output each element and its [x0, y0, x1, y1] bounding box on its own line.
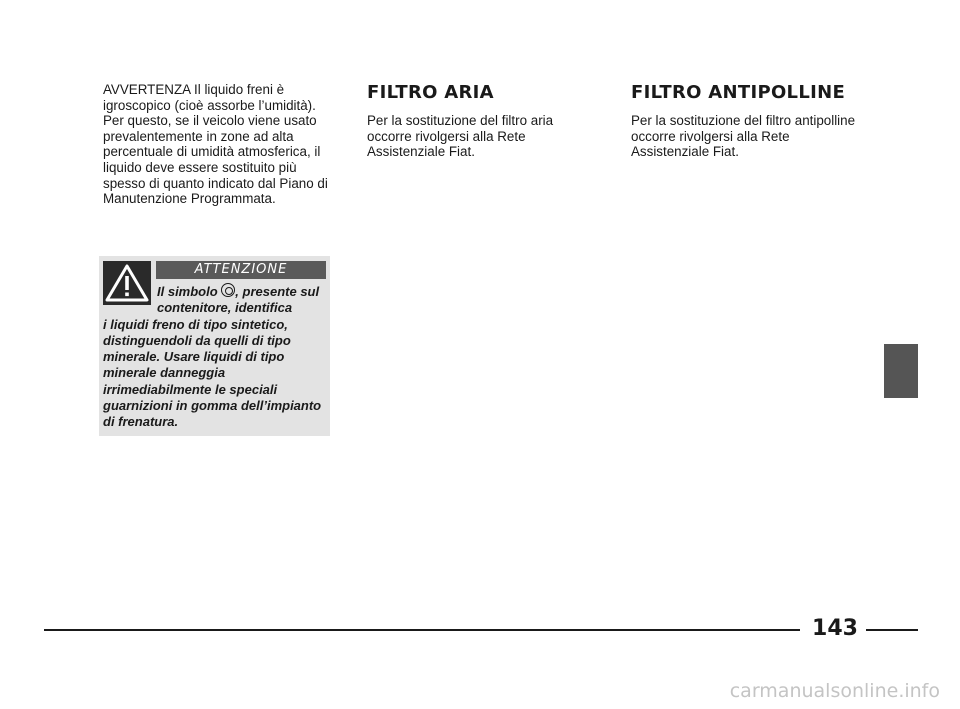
attention-label: ATTENZIONE	[156, 261, 326, 279]
watermark: carmanualsonline.info	[729, 680, 940, 702]
attention-text-after-symbol: , presente sul contenitore, identifica	[157, 284, 320, 316]
footer-rule-right	[866, 629, 918, 631]
pollen-filter-title: FILTRO ANTIPOLLINE	[631, 82, 846, 103]
pollen-filter-section	[631, 82, 861, 160]
brake-fluid-paragraph: AVVERTENZA Il liquido freni è igroscopico (cioè assorbe l’umidità). Per questo, se il veicolo viene usato prevalentemente in zone ad alta percentuale di umidità atmosferica, il liquido deve essere sostituito più spesso di quanto indicato dal Piano di Manutenzione Programmata.	[103, 82, 328, 207]
attention-box	[99, 256, 330, 436]
attention-text-first-lines	[103, 283, 328, 317]
section-thumb-tab	[884, 344, 918, 398]
brake-fluid-warning-note	[103, 82, 335, 207]
attention-text-rest: i liquidi freno di tipo sintetico, distinguendoli da quelli di tipo minerale. Usare liquidi di tipo minerale danneggia irrimediabilmente le speciali guarnizioni in gomma dell’impianto di frenatura.	[103, 316, 322, 430]
page-number: 143	[812, 616, 858, 641]
footer-rule-left	[44, 629, 800, 631]
attention-text	[103, 283, 328, 431]
pollen-filter-text: Per la sostituzione del filtro antipolline occorre rivolgersi alla Rete Assistenziale Fiat.	[631, 113, 856, 160]
air-filter-section	[367, 82, 582, 160]
air-filter-title: FILTRO ARIA	[367, 82, 494, 103]
synthetic-fluid-symbol-icon	[221, 283, 235, 297]
attention-text-before-symbol: Il simbolo	[157, 284, 222, 299]
air-filter-text: Per la sostituzione del filtro aria occorre rivolgersi alla Rete Assistenziale Fiat.	[367, 113, 554, 160]
